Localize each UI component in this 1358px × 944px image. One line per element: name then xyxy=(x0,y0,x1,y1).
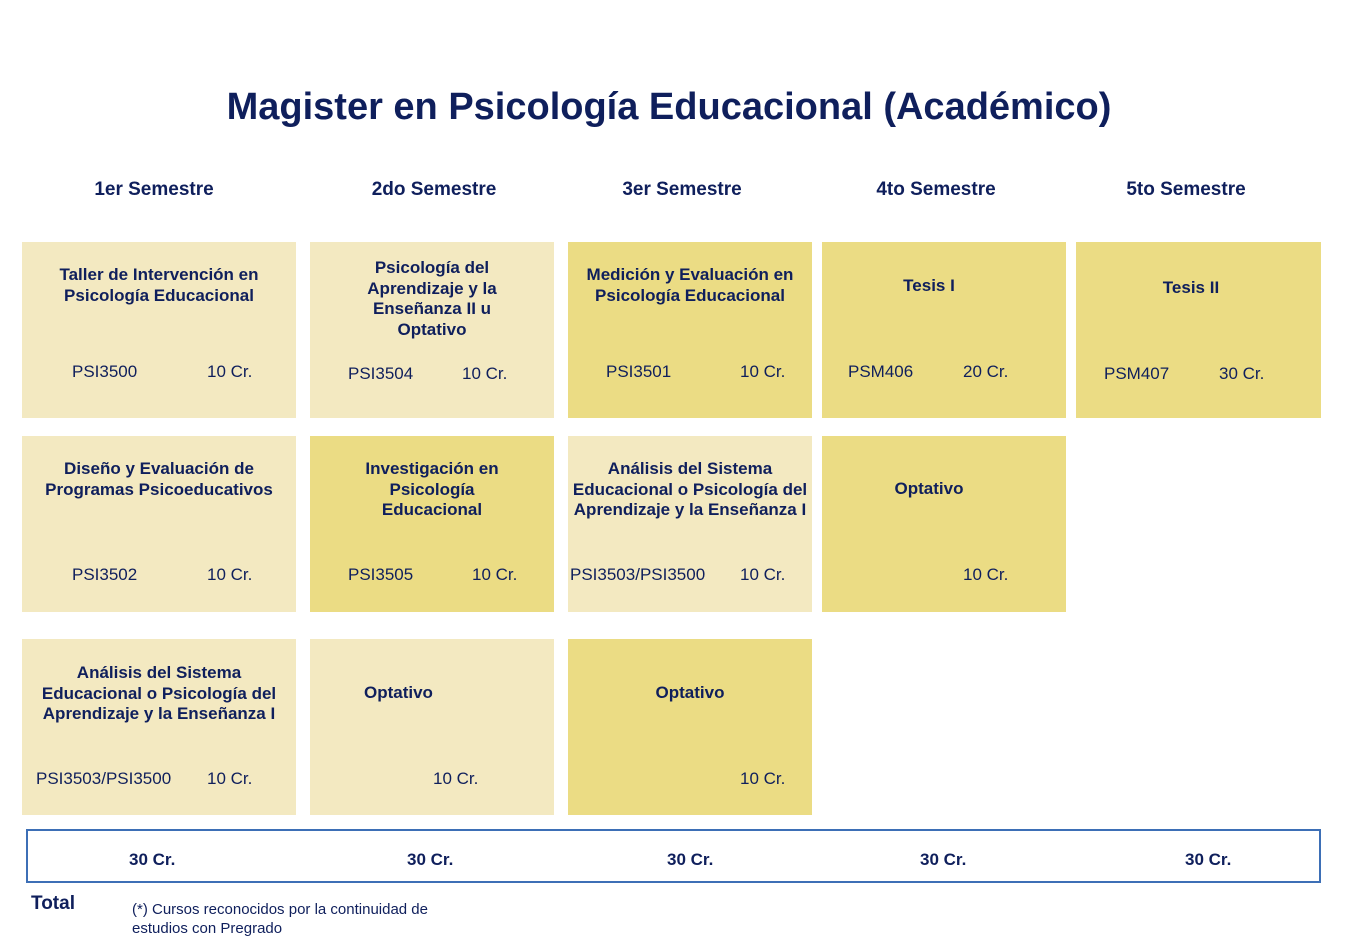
course-credits: 10 Cr. xyxy=(207,769,253,788)
course-card xyxy=(568,436,812,612)
course-credits: 10 Cr. xyxy=(207,362,253,381)
course-name: Tesis II xyxy=(1162,278,1220,297)
course-card xyxy=(310,436,554,612)
course-credits: 10 Cr. xyxy=(963,565,1009,584)
course-credits: 10 Cr. xyxy=(472,565,518,584)
total-credits-sem-2: 30 Cr. xyxy=(407,850,454,869)
course-name: Taller de Intervención en Psicología Educacional xyxy=(59,265,259,305)
semester-header-2: 2do Semestre xyxy=(371,179,497,200)
course-code: PSM406 xyxy=(848,362,914,381)
course-card xyxy=(568,639,812,815)
totals-row xyxy=(26,829,1321,883)
course-credits: 30 Cr. xyxy=(1219,364,1265,383)
semester-header-4: 4to Semestre xyxy=(876,179,996,200)
footnote: (*) Cursos reconocidos por la continuidad de estudios con Pregrado xyxy=(132,901,428,937)
course-card xyxy=(22,436,296,612)
course-credits: 10 Cr. xyxy=(740,362,786,381)
course-name: Optativo xyxy=(364,683,433,702)
semester-header-3: 3er Semestre xyxy=(622,179,742,200)
page-title: Magister en Psicología Educacional (Académico) xyxy=(226,86,1112,128)
course-card xyxy=(310,639,554,815)
course-code: PSI3505 xyxy=(348,565,414,584)
course-credits: 10 Cr. xyxy=(433,769,479,788)
course-card xyxy=(22,639,296,815)
total-credits-sem-3: 30 Cr. xyxy=(667,850,714,869)
course-name: Optativo xyxy=(894,479,964,498)
total-credits-sem-5: 30 Cr. xyxy=(1185,850,1232,869)
course-credits: 10 Cr. xyxy=(740,769,786,788)
course-code: PSI3504 xyxy=(348,364,414,383)
course-name: Psicología del Aprendizaje y la Enseñanza II u Optativo xyxy=(367,258,497,339)
course-credits: 10 Cr. xyxy=(740,565,786,584)
course-name: Medición y Evaluación en Psicología Educacional xyxy=(586,265,794,305)
semester-header-1: 1er Semestre xyxy=(94,179,214,200)
course-card xyxy=(822,242,1066,418)
total-label: Total xyxy=(31,893,75,914)
semester-header-5: 5to Semestre xyxy=(1126,179,1246,200)
course-code: PSI3501 xyxy=(606,362,672,381)
course-code: PSI3503/PSI3500 xyxy=(36,769,172,788)
course-name: Análisis del Sistema Educacional o Psicología del Aprendizaje y la Enseñanza I xyxy=(41,663,277,723)
course-card xyxy=(822,436,1066,612)
course-credits: 10 Cr. xyxy=(462,364,508,383)
course-name: Optativo xyxy=(655,683,725,702)
course-name: Análisis del Sistema Educacional o Psicología del Aprendizaje y la Enseñanza I xyxy=(572,459,808,519)
course-card xyxy=(1076,242,1321,418)
course-code: PSI3503/PSI3500 xyxy=(570,565,706,584)
course-credits: 10 Cr. xyxy=(207,565,253,584)
course-code: PSI3502 xyxy=(72,565,138,584)
course-card xyxy=(568,242,812,418)
total-credits-sem-4: 30 Cr. xyxy=(920,850,967,869)
course-name: Tesis I xyxy=(903,276,955,295)
course-credits: 20 Cr. xyxy=(963,362,1009,381)
course-code: PSI3500 xyxy=(72,362,138,381)
course-card xyxy=(310,242,554,418)
course-code: PSM407 xyxy=(1104,364,1170,383)
total-credits-sem-1: 30 Cr. xyxy=(129,850,176,869)
course-card xyxy=(22,242,296,418)
course-name: Investigación en Psicología Educacional xyxy=(365,459,499,519)
course-name: Diseño y Evaluación de Programas Psicoeducativos xyxy=(45,459,273,499)
